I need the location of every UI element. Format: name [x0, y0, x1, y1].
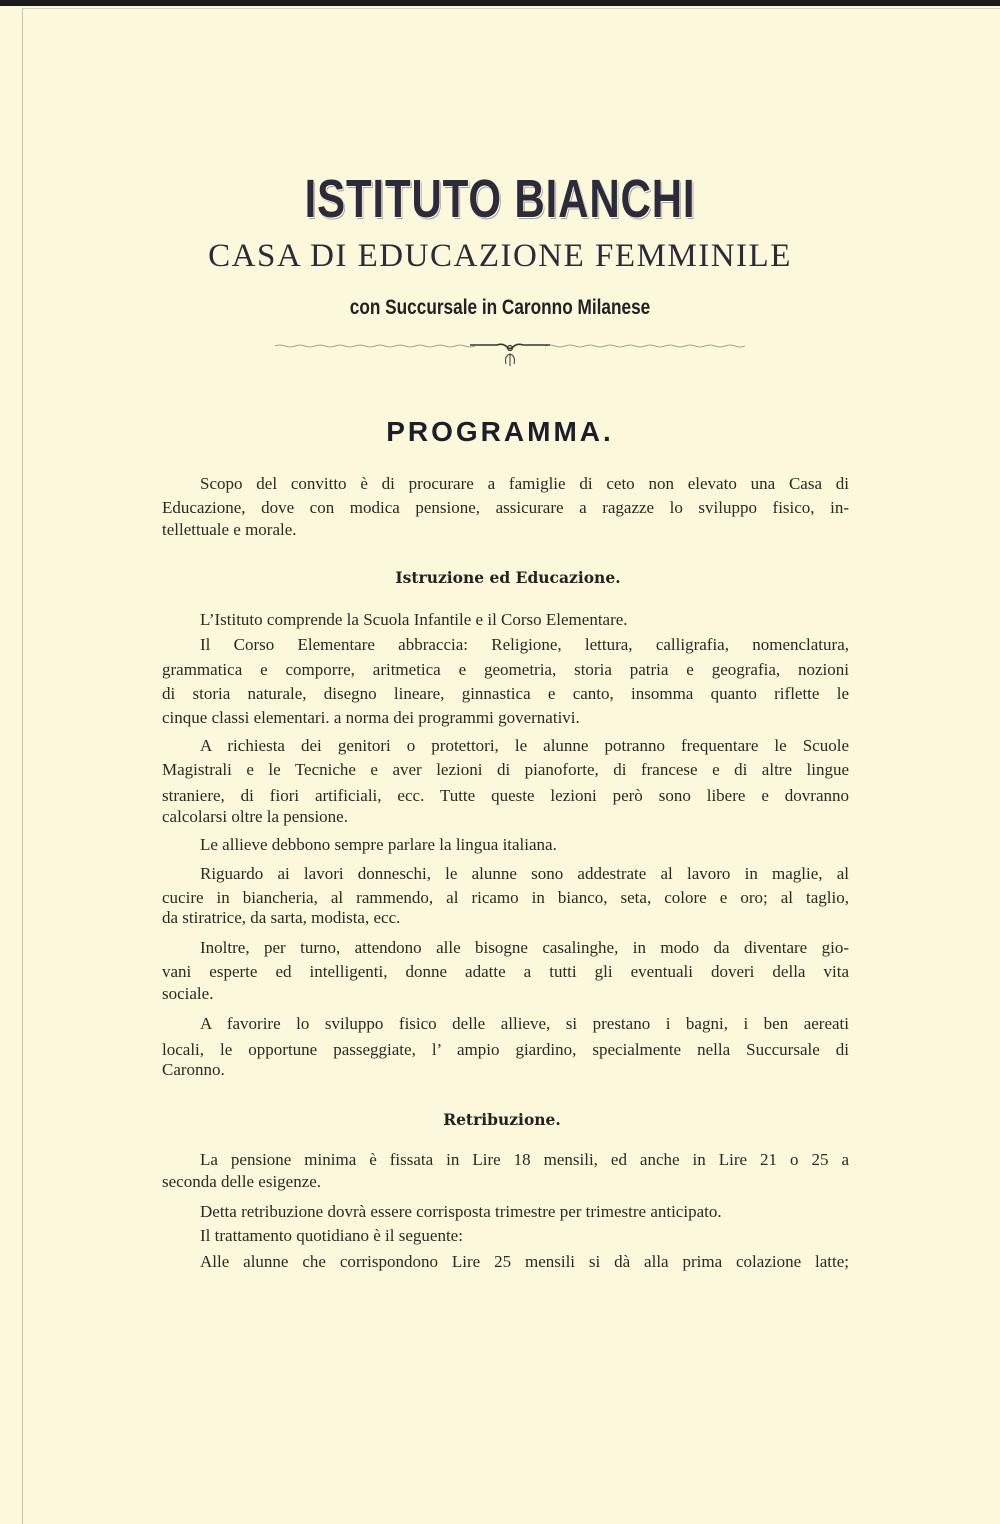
text-line: Detta retribuzione dovrà essere corrisposta trimestre per trimestre anticipato.	[200, 1202, 722, 1221]
text-line: Educazione, dove con modica pensione, assicurare a ragazze lo sviluppo fisico, in-	[162, 498, 849, 517]
text-line: da stiratrice, da sarta, modista, ecc.	[162, 908, 401, 927]
text-line: grammatica e comporre, aritmetica e geometria, storia patria e geografia, nozioni	[162, 660, 849, 679]
text-line: A richiesta dei genitori o protettori, le alunne potranno frequentare le Scuole	[200, 736, 849, 755]
text-line: sociale.	[162, 984, 214, 1003]
text-line: L’Istituto comprende la Scuola Infantile e il Corso Elementare.	[200, 610, 628, 629]
programma-heading: PROGRAMMA.	[386, 416, 614, 447]
text-line: Il trattamento quotidiano è il seguente:	[200, 1226, 463, 1245]
scan-top-edge	[0, 0, 1000, 6]
text-line: Scopo del convitto è di procurare a famiglie di ceto non elevato una Casa di	[200, 474, 849, 493]
text-line: seconda delle esigenze.	[162, 1172, 322, 1191]
text-line: Il Corso Elementare abbraccia: Religione, lettura, calligrafia, nomenclatura,	[200, 635, 849, 654]
institute-title: ISTITUTO BIANCHI	[304, 169, 696, 229]
text-line: di storia naturale, disegno lineare, ginnastica e canto, insomma quanto riflette le	[162, 684, 849, 703]
text-line: calcolarsi oltre la pensione.	[162, 807, 348, 826]
text-line: Caronno.	[162, 1060, 225, 1079]
text-line: tellettuale e morale.	[162, 520, 297, 539]
text-line: Inoltre, per turno, attendono alle bisogne casalinghe, in modo da diventare gio-	[200, 938, 849, 957]
text-line: cinque classi elementari. a norma dei programmi governativi.	[162, 708, 580, 727]
text-line: Le allieve debbono sempre parlare la lingua italiana.	[200, 835, 557, 854]
ornamental-divider-icon	[275, 340, 745, 370]
text-line: Riguardo ai lavori donneschi, le alunne sono addestrate al lavoro in maglie, al	[200, 864, 849, 883]
text-line: vani esperte ed intelligenti, donne adatte a tutti gli eventuali doveri della vita	[162, 962, 849, 981]
text-line: A favorire lo sviluppo fisico delle allieve, si prestano i bagni, i ben aereati	[200, 1014, 849, 1033]
retribuzione-heading: Retribuzione.	[443, 1110, 561, 1129]
istruzione-heading: Istruzione ed Educazione.	[395, 568, 621, 587]
institute-subtitle: CASA DI EDUCAZIONE FEMMINILE	[208, 238, 792, 274]
text-line: Alle alunne che corrispondono Lire 25 mensili si dà alla prima colazione latte;	[200, 1252, 849, 1271]
text-line: cucire in biancheria, al rammendo, al ricamo in bianco, seta, colore e oro; al taglio,	[162, 888, 849, 907]
text-line: straniere, di fiori artificiali, ecc. Tutte queste lezioni però sono libere e dovranno	[162, 786, 849, 805]
text-line: Magistrali e le Tecniche e aver lezioni di pianoforte, di francese e di altre lingue	[162, 760, 849, 779]
text-line: locali, le opportune passeggiate, l’ ampio giardino, specialmente nella Succursale di	[162, 1040, 849, 1059]
text-line: La pensione minima è fissata in Lire 18 mensili, ed anche in Lire 21 o 25 a	[200, 1150, 849, 1169]
branch-line: con Succursale in Caronno Milanese	[349, 296, 651, 319]
